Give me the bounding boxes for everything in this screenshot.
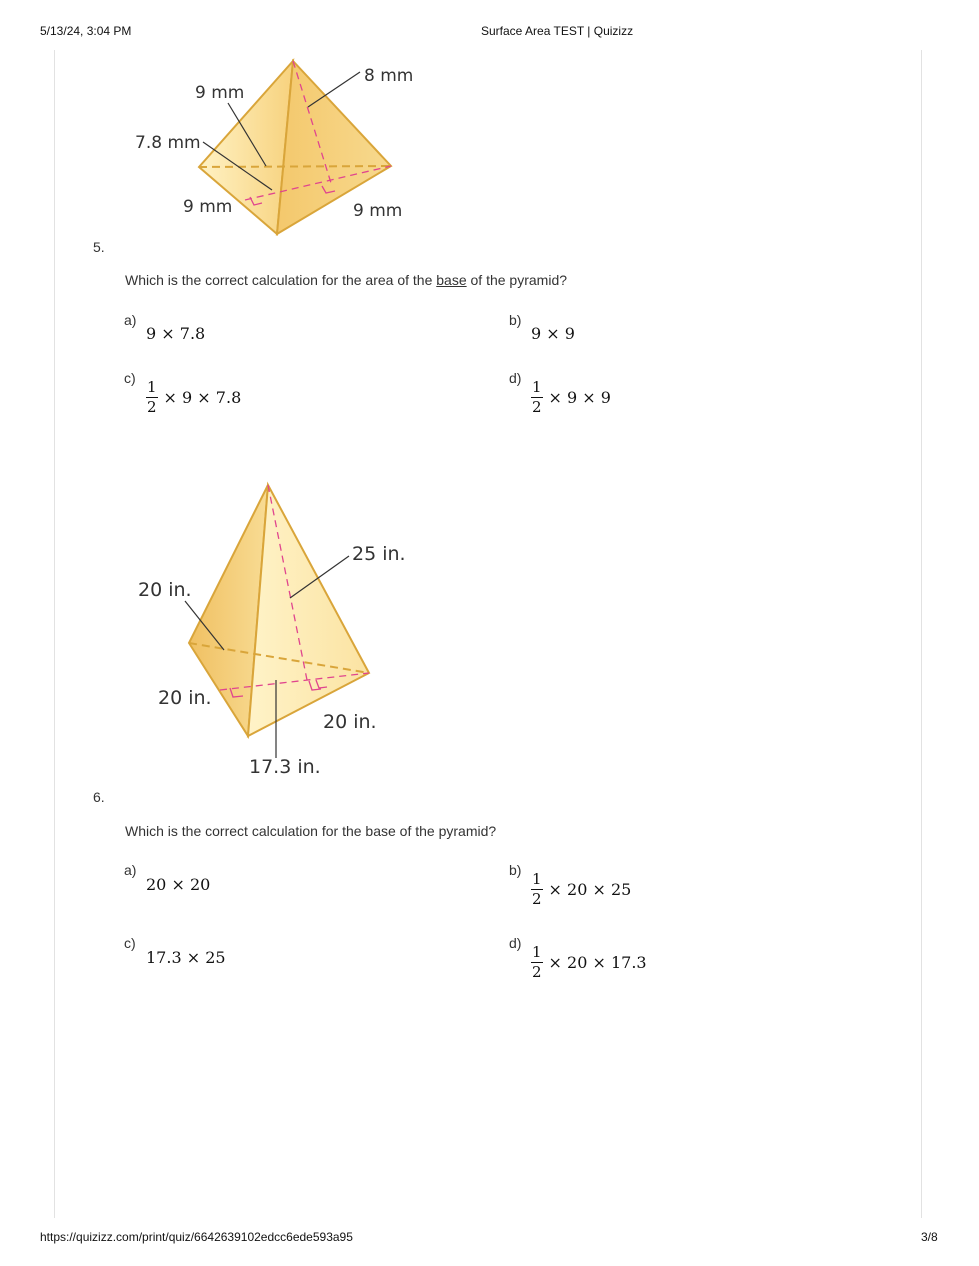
option-a-answer[interactable]: 20 × 20 xyxy=(146,875,211,894)
option-label: b) xyxy=(509,312,522,328)
page-title: Surface Area TEST | Quizizz xyxy=(481,24,634,38)
face-right xyxy=(248,485,369,736)
option-c-answer[interactable]: $\frac{1}{2}$ × 9 × 7.8 xyxy=(147,378,242,416)
label-20in-bottom-left: 20 in. xyxy=(158,687,212,709)
option-b-answer[interactable]: $\frac{1}{2}$ × 20 × 25 xyxy=(532,870,632,908)
question-text: Which is the correct calculation for the area of the base of the pyramid? xyxy=(125,272,568,288)
label-20in-left: 20 in. xyxy=(138,579,192,601)
fraction: $\frac{1}{2}$ xyxy=(532,870,542,908)
label-8mm: 8 mm xyxy=(364,66,414,86)
question-number: 6. xyxy=(93,789,105,805)
option-c-answer[interactable]: 17.3 × 25 xyxy=(146,948,226,967)
option-label: c) xyxy=(124,935,136,951)
option-label: c) xyxy=(124,370,136,386)
pyramid-figure-q5 xyxy=(0,0,979,260)
label-25in: 25 in. xyxy=(352,543,406,565)
option-label: a) xyxy=(124,862,137,878)
pyramid-figure-q6 xyxy=(0,470,979,790)
print-datetime: 5/13/24, 3:04 PM xyxy=(40,24,132,38)
page-number: 3/8 xyxy=(921,1230,938,1244)
label-9mm-bottom-right: 9 mm xyxy=(353,201,403,221)
option-label: d) xyxy=(509,935,522,951)
option-label: b) xyxy=(509,862,522,878)
label-9mm-bottom-left: 9 mm xyxy=(183,197,233,217)
underlined-word: base xyxy=(436,272,467,288)
label-20in-bottom-right: 20 in. xyxy=(323,711,377,733)
label-9mm-top: 9 mm xyxy=(195,83,245,103)
option-b-answer[interactable]: 9 × 9 xyxy=(531,324,575,343)
option-d-answer[interactable]: $\frac{1}{2}$ × 20 × 17.3 xyxy=(532,943,647,981)
label-7-8mm: 7.8 mm xyxy=(135,133,201,153)
question-number: 5. xyxy=(93,239,105,255)
fraction: $\frac{1}{2}$ xyxy=(147,378,157,416)
question-text: Which is the correct calculation for the base of the pyramid? xyxy=(125,823,497,839)
option-label: a) xyxy=(124,312,137,328)
option-d-answer[interactable]: $\frac{1}{2}$ × 9 × 9 xyxy=(532,378,611,416)
fraction: $\frac{1}{2}$ xyxy=(532,378,542,416)
label-17-3in: 17.3 in. xyxy=(249,756,321,778)
option-label: d) xyxy=(509,370,522,386)
fraction: $\frac{1}{2}$ xyxy=(532,943,542,981)
option-a-answer[interactable]: 9 × 7.8 xyxy=(146,324,206,343)
hidden-base-edge xyxy=(199,166,391,167)
print-url: https://quizizz.com/print/quiz/6642639102edcc6ede593a95 xyxy=(40,1230,353,1244)
